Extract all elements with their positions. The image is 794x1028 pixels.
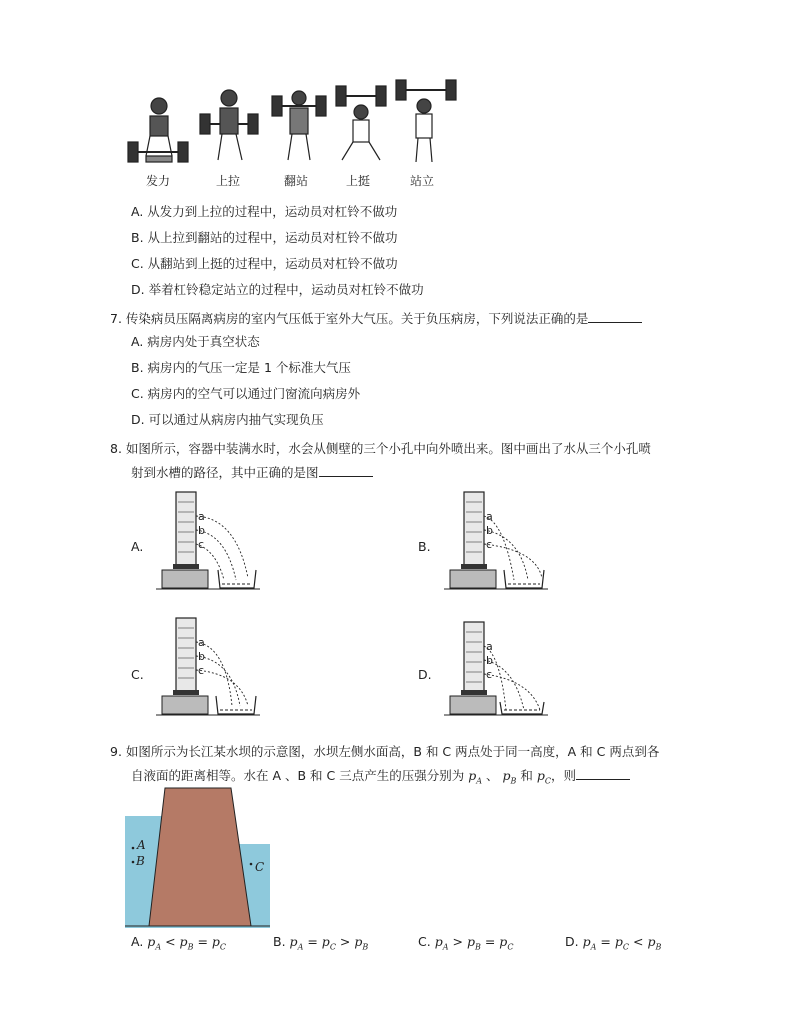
hole-label-c: c	[198, 538, 205, 551]
stage-label-4: 上挺	[346, 174, 371, 188]
q9-option-b-rel1: =	[307, 934, 318, 949]
stage-label-1: 发力	[146, 174, 171, 188]
stage-label-2: 上拉	[216, 174, 241, 188]
q7-answer-blank[interactable]	[588, 310, 642, 323]
q7-stem	[110, 309, 642, 327]
q6-option-c[interactable]: C. 从翻站到上挺的过程中，运动员对杠铃不做功	[131, 256, 398, 271]
weightlifting-figure	[124, 76, 464, 194]
container-diagram-b	[444, 488, 554, 596]
stage-label-3: 翻站	[284, 174, 309, 188]
q9-stem-line2: 自液面的距离相等。水在 A 、B 和 C 三点产生的压强分别为 $p_A$ 、 $p_B$ 和 $p_C$，则	[131, 766, 630, 786]
q9-answer-blank[interactable]	[576, 767, 630, 780]
hole-label-b: b	[198, 650, 205, 663]
q6-option-a[interactable]: A. 从发力到上拉的过程中，运动员对杠铃不做功	[131, 204, 398, 219]
q8-diagram-a	[156, 488, 266, 592]
q7-stem-text: 7. 传染病员压隔离病房的室内气压低于室外大气压。关于负压病房，下列说法正确的是	[110, 311, 589, 326]
q7-option-a[interactable]: A. 病房内处于真空状态	[131, 334, 260, 349]
q9-option-c[interactable]: C. $p_A > p_B = p_C$	[418, 934, 514, 952]
q9-option-b[interactable]: B. $p_A = p_C > p_B$	[273, 934, 369, 952]
hole-label-b: b	[198, 524, 205, 537]
pressure-pa: $p_A$	[468, 768, 483, 786]
q8-label-a[interactable]: A.	[131, 539, 144, 554]
q9-stem-line1: 9. 如图所示为长江某水坝的示意图，水坝左侧水面高，B 和 C 两点处于同一高度，A 和 C 两点到各	[110, 744, 660, 759]
q9-option-c-rel2: =	[484, 934, 496, 949]
q6-option-b[interactable]: B. 从上拉到翻站的过程中，运动员对杠铃不做功	[131, 230, 398, 245]
q9-option-d-rel2: <	[632, 934, 644, 949]
q9-option-c-letter: C.	[418, 934, 431, 949]
q8-label-c[interactable]: C.	[131, 667, 144, 682]
container-diagram-c	[156, 614, 266, 722]
container-diagram-d	[444, 614, 554, 722]
q8-stem-line1: 8. 如图所示，容器中装满水时，水会从侧壁的三个小孔中向外喷出来。图中画出了水从三个小孔喷	[110, 441, 651, 456]
q9-option-b-rel2: >	[339, 934, 351, 949]
q9-option-a-letter: A.	[131, 934, 144, 949]
point-label-c: C	[255, 860, 265, 874]
q9-option-a-rel1: <	[165, 934, 176, 949]
q8-stem-line2	[131, 463, 373, 481]
pressure-pc: $p_C$	[536, 768, 551, 786]
q9-option-b-letter: B.	[273, 934, 286, 949]
hole-label-b: b	[486, 654, 493, 667]
hole-label-b: b	[486, 524, 493, 537]
container-diagram-a	[156, 488, 266, 592]
point-label-a: A	[137, 838, 146, 852]
q8-answer-blank[interactable]	[319, 464, 373, 477]
q8-diagram-b	[444, 488, 554, 596]
q7-option-d[interactable]: D. 可以通过从病房内抽气实现负压	[131, 412, 324, 427]
q9-option-d[interactable]: D. $p_A = p_C < p_B$	[565, 934, 662, 952]
point-label-b: B	[136, 854, 145, 868]
hole-label-a: a	[198, 636, 205, 649]
q9-option-a-rel2: =	[197, 934, 208, 949]
q9-option-d-rel1: =	[600, 934, 611, 949]
dam-illustration	[125, 786, 270, 928]
dam-diagram	[125, 786, 270, 928]
q7-option-b[interactable]: B. 病房内的气压一定是 1 个标准大气压	[131, 360, 351, 375]
q6-option-d[interactable]: D. 举着杠铃稳定站立的过程中，运动员对杠铃不做功	[131, 282, 424, 297]
q9-stem-line2-text: 自液面的距离相等。水在 A 、B 和 C 三点产生的压强分别为	[131, 768, 465, 783]
hole-label-c: c	[486, 538, 493, 551]
hole-label-c: c	[198, 664, 205, 677]
q7-option-c[interactable]: C. 病房内的空气可以通过门窗流向病房外	[131, 386, 361, 401]
q8-stem-line2-text: 射到水槽的路径，其中正确的是图	[131, 465, 319, 480]
q8-diagram-c	[156, 614, 266, 722]
hole-label-a: a	[486, 640, 493, 653]
q9-option-a[interactable]: A. $p_A < p_B = p_C$	[131, 934, 227, 952]
pressure-pb: $p_B$	[502, 768, 517, 786]
hole-label-a: a	[486, 510, 493, 523]
hole-label-c: c	[486, 668, 493, 681]
q8-label-d[interactable]: D.	[418, 667, 432, 682]
q9-option-c-rel1: >	[452, 934, 463, 949]
q9-option-d-letter: D.	[565, 934, 579, 949]
q8-diagram-d	[444, 614, 554, 722]
q8-label-b[interactable]: B.	[418, 539, 431, 554]
hole-label-a: a	[198, 510, 205, 523]
stage-label-5: 站立	[410, 174, 435, 188]
